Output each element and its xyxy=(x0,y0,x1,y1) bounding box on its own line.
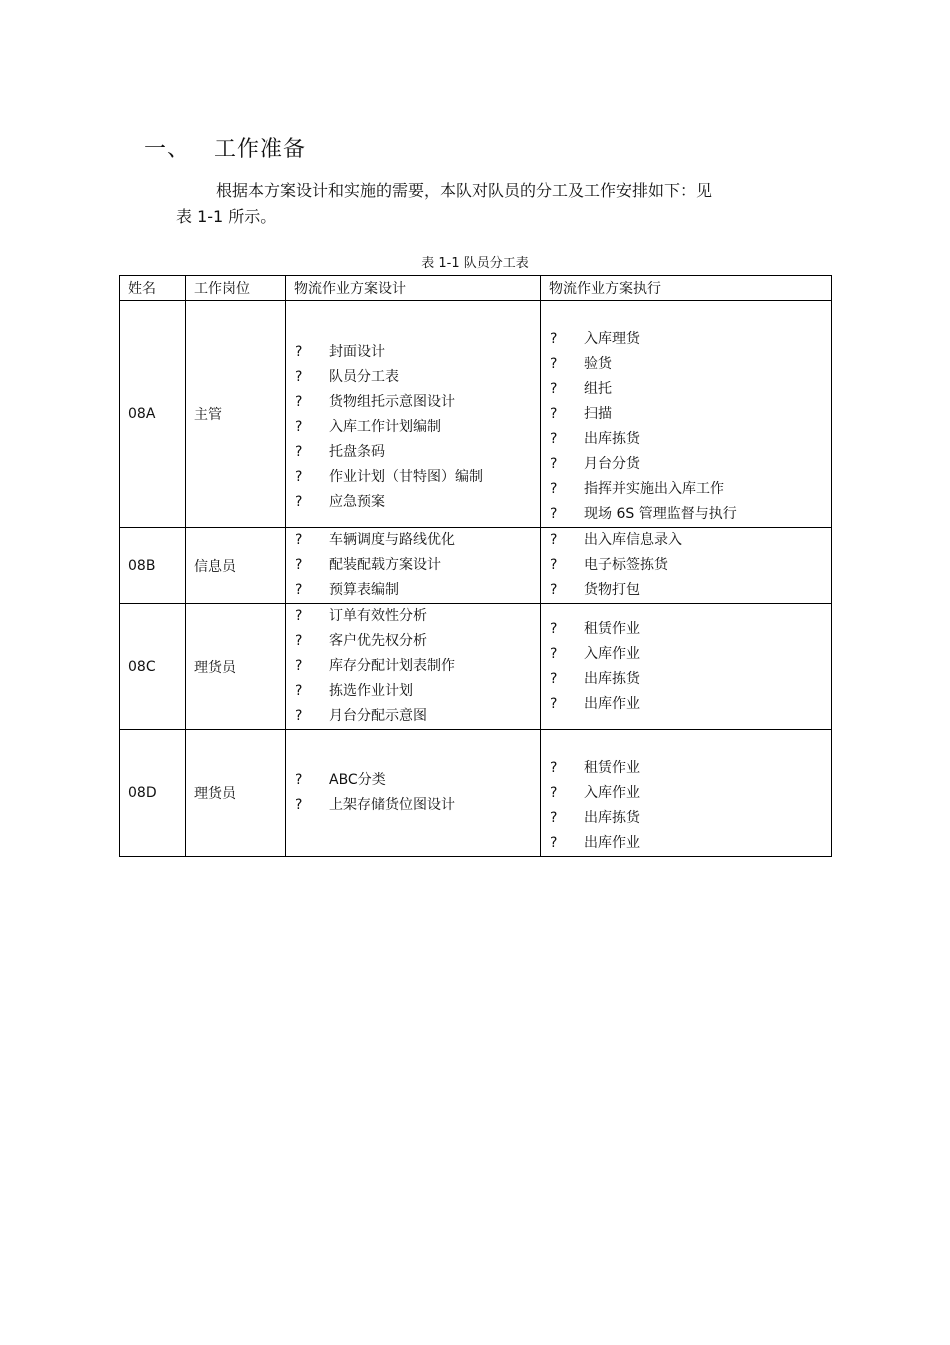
list-item xyxy=(294,528,532,553)
design-task-list xyxy=(294,604,532,729)
cell-execution-tasks xyxy=(541,301,832,528)
section-heading xyxy=(144,132,306,163)
table-row xyxy=(120,604,832,730)
table-row xyxy=(120,528,832,604)
list-item xyxy=(294,604,532,629)
bullet-marker: ? xyxy=(295,368,303,385)
task-text: 订单有效性分析 xyxy=(329,608,427,624)
list-item xyxy=(294,553,532,578)
header-name: 姓名 xyxy=(120,276,186,301)
list-item xyxy=(294,768,532,793)
cell-execution-tasks xyxy=(541,730,832,857)
execution-task-list xyxy=(549,327,823,527)
cell-name: 08A xyxy=(120,301,186,528)
bullet-marker: ? xyxy=(295,708,303,724)
task-text: 托盘条码 xyxy=(329,443,385,460)
bullet-marker: ? xyxy=(550,670,558,687)
task-text: 入库作业 xyxy=(584,645,640,662)
list-item xyxy=(549,642,823,667)
bullet-marker: ? xyxy=(550,582,558,598)
cell-execution-tasks xyxy=(541,604,832,730)
list-item xyxy=(294,654,532,679)
bullet-marker: ? xyxy=(550,356,558,372)
execution-task-list xyxy=(549,756,823,856)
list-item xyxy=(294,340,532,365)
task-text: 客户优先权分析 xyxy=(329,633,427,649)
task-text: 电子标签拣货 xyxy=(584,557,668,573)
header-design: 物流作业方案设计 xyxy=(286,276,541,301)
task-text: 车辆调度与路线优化 xyxy=(329,532,455,548)
list-item xyxy=(549,502,823,527)
task-text: 入库理货 xyxy=(584,331,640,347)
header-role: 工作岗位 xyxy=(186,276,286,301)
bullet-marker: ? xyxy=(550,760,558,776)
list-item xyxy=(294,629,532,654)
bullet-marker: ? xyxy=(550,431,558,447)
staff-assignment-table xyxy=(119,275,832,857)
list-item xyxy=(549,528,823,553)
bullet-marker: ? xyxy=(550,557,558,573)
cell-execution-tasks xyxy=(541,528,832,604)
bullet-marker: ? xyxy=(550,481,558,497)
list-item xyxy=(294,390,532,415)
task-text: 指挥并实施出入库工作 xyxy=(584,481,724,497)
list-item xyxy=(294,490,532,515)
bullet-marker: ? xyxy=(295,633,303,649)
bullet-marker: ? xyxy=(295,683,303,699)
bullet-marker: ? xyxy=(550,506,558,522)
bullet-marker: ? xyxy=(295,393,303,410)
bullet-marker: ? xyxy=(550,331,558,347)
list-item xyxy=(294,415,532,440)
cell-name: 08D xyxy=(120,730,186,857)
task-text: ABC分类 xyxy=(329,772,386,788)
list-item xyxy=(549,578,823,603)
bullet-marker: ? xyxy=(550,532,558,548)
bullet-marker: ? xyxy=(295,468,303,485)
list-item xyxy=(294,365,532,390)
list-item xyxy=(549,667,823,692)
header-execution: 物流作业方案执行 xyxy=(541,276,832,301)
task-text: 作业计划（甘特图）编制 xyxy=(329,468,483,485)
list-item xyxy=(549,352,823,377)
task-text: 货物打包 xyxy=(584,582,640,598)
task-text: 封面设计 xyxy=(329,343,385,360)
cell-role: 主管 xyxy=(186,301,286,528)
bullet-marker: ? xyxy=(550,835,558,851)
task-text: 出库作业 xyxy=(584,835,640,851)
task-text: 出库拣货 xyxy=(584,670,640,687)
task-text: 出库拣货 xyxy=(584,431,640,447)
list-item xyxy=(549,477,823,502)
bullet-marker: ? xyxy=(295,443,303,460)
list-item xyxy=(294,793,532,818)
design-task-list xyxy=(294,340,532,515)
cell-role: 理货员 xyxy=(186,730,286,857)
bullet-marker: ? xyxy=(550,620,558,637)
task-text: 入库作业 xyxy=(584,785,640,801)
list-item xyxy=(294,704,532,729)
bullet-marker: ? xyxy=(550,456,558,472)
bullet-marker: ? xyxy=(550,810,558,826)
bullet-marker: ? xyxy=(295,493,303,510)
task-text: 月台分货 xyxy=(584,456,640,472)
cell-role: 信息员 xyxy=(186,528,286,604)
task-text: 出库作业 xyxy=(584,695,640,712)
bullet-marker: ? xyxy=(295,532,303,548)
task-text: 现场 6S 管理监督与执行 xyxy=(584,506,737,522)
section-title: 工作准备 xyxy=(214,137,307,162)
bullet-marker: ? xyxy=(295,582,303,598)
list-item xyxy=(549,617,823,642)
bullet-marker: ? xyxy=(295,658,303,674)
table-body xyxy=(120,301,832,857)
list-item xyxy=(549,452,823,477)
bullet-marker: ? xyxy=(295,772,303,788)
list-item xyxy=(549,427,823,452)
list-item xyxy=(549,692,823,717)
table-row xyxy=(120,730,832,857)
design-task-list xyxy=(294,528,532,603)
list-item xyxy=(549,756,823,781)
list-item xyxy=(294,440,532,465)
list-item xyxy=(549,781,823,806)
bullet-marker: ? xyxy=(550,695,558,712)
bullet-marker: ? xyxy=(550,406,558,422)
task-text: 队员分工表 xyxy=(329,368,399,385)
list-item xyxy=(294,578,532,603)
task-text: 组托 xyxy=(584,381,612,397)
task-text: 验货 xyxy=(584,356,612,372)
list-item xyxy=(549,553,823,578)
task-text: 出库拣货 xyxy=(584,810,640,826)
cell-name: 08C xyxy=(120,604,186,730)
list-item xyxy=(549,327,823,352)
bullet-marker: ? xyxy=(550,381,558,397)
intro-line-2: 表 1-1 所示。 xyxy=(176,207,277,226)
bullet-marker: ? xyxy=(295,418,303,435)
list-item xyxy=(294,679,532,704)
task-text: 预算表编制 xyxy=(329,582,399,598)
task-text: 租赁作业 xyxy=(584,760,640,776)
intro-paragraph xyxy=(176,178,776,230)
list-item xyxy=(294,465,532,490)
task-text: 配装配载方案设计 xyxy=(329,557,441,573)
intro-line-1: 根据本方案设计和实施的需要，本队对队员的分工及工作安排如下：见 xyxy=(216,181,713,200)
bullet-marker: ? xyxy=(295,797,303,813)
cell-design-tasks xyxy=(286,301,541,528)
list-item xyxy=(549,402,823,427)
cell-design-tasks xyxy=(286,730,541,857)
task-text: 入库工作计划编制 xyxy=(329,418,441,435)
task-text: 拣选作业计划 xyxy=(329,683,413,699)
design-task-list xyxy=(294,768,532,818)
bullet-marker: ? xyxy=(550,645,558,662)
table-header-row xyxy=(120,276,832,301)
table-row xyxy=(120,301,832,528)
bullet-marker: ? xyxy=(295,608,303,624)
cell-name: 08B xyxy=(120,528,186,604)
task-text: 出入库信息录入 xyxy=(584,532,682,548)
section-number: 一、 xyxy=(144,137,191,162)
task-text: 应急预案 xyxy=(329,493,385,510)
table-caption: 表 1-1 队员分工表 xyxy=(421,256,529,271)
cell-role: 理货员 xyxy=(186,604,286,730)
task-text: 库存分配计划表制作 xyxy=(329,658,455,674)
task-text: 货物组托示意图设计 xyxy=(329,393,455,410)
execution-task-list xyxy=(549,528,823,603)
cell-design-tasks xyxy=(286,604,541,730)
bullet-marker: ? xyxy=(295,343,303,360)
task-text: 上架存储货位图设计 xyxy=(329,797,455,813)
task-text: 租赁作业 xyxy=(584,620,640,637)
bullet-marker: ? xyxy=(550,785,558,801)
bullet-marker: ? xyxy=(295,557,303,573)
list-item xyxy=(549,831,823,856)
task-text: 月台分配示意图 xyxy=(329,708,427,724)
list-item xyxy=(549,377,823,402)
task-text: 扫描 xyxy=(584,406,612,422)
cell-design-tasks xyxy=(286,528,541,604)
list-item xyxy=(549,806,823,831)
execution-task-list xyxy=(549,617,823,717)
